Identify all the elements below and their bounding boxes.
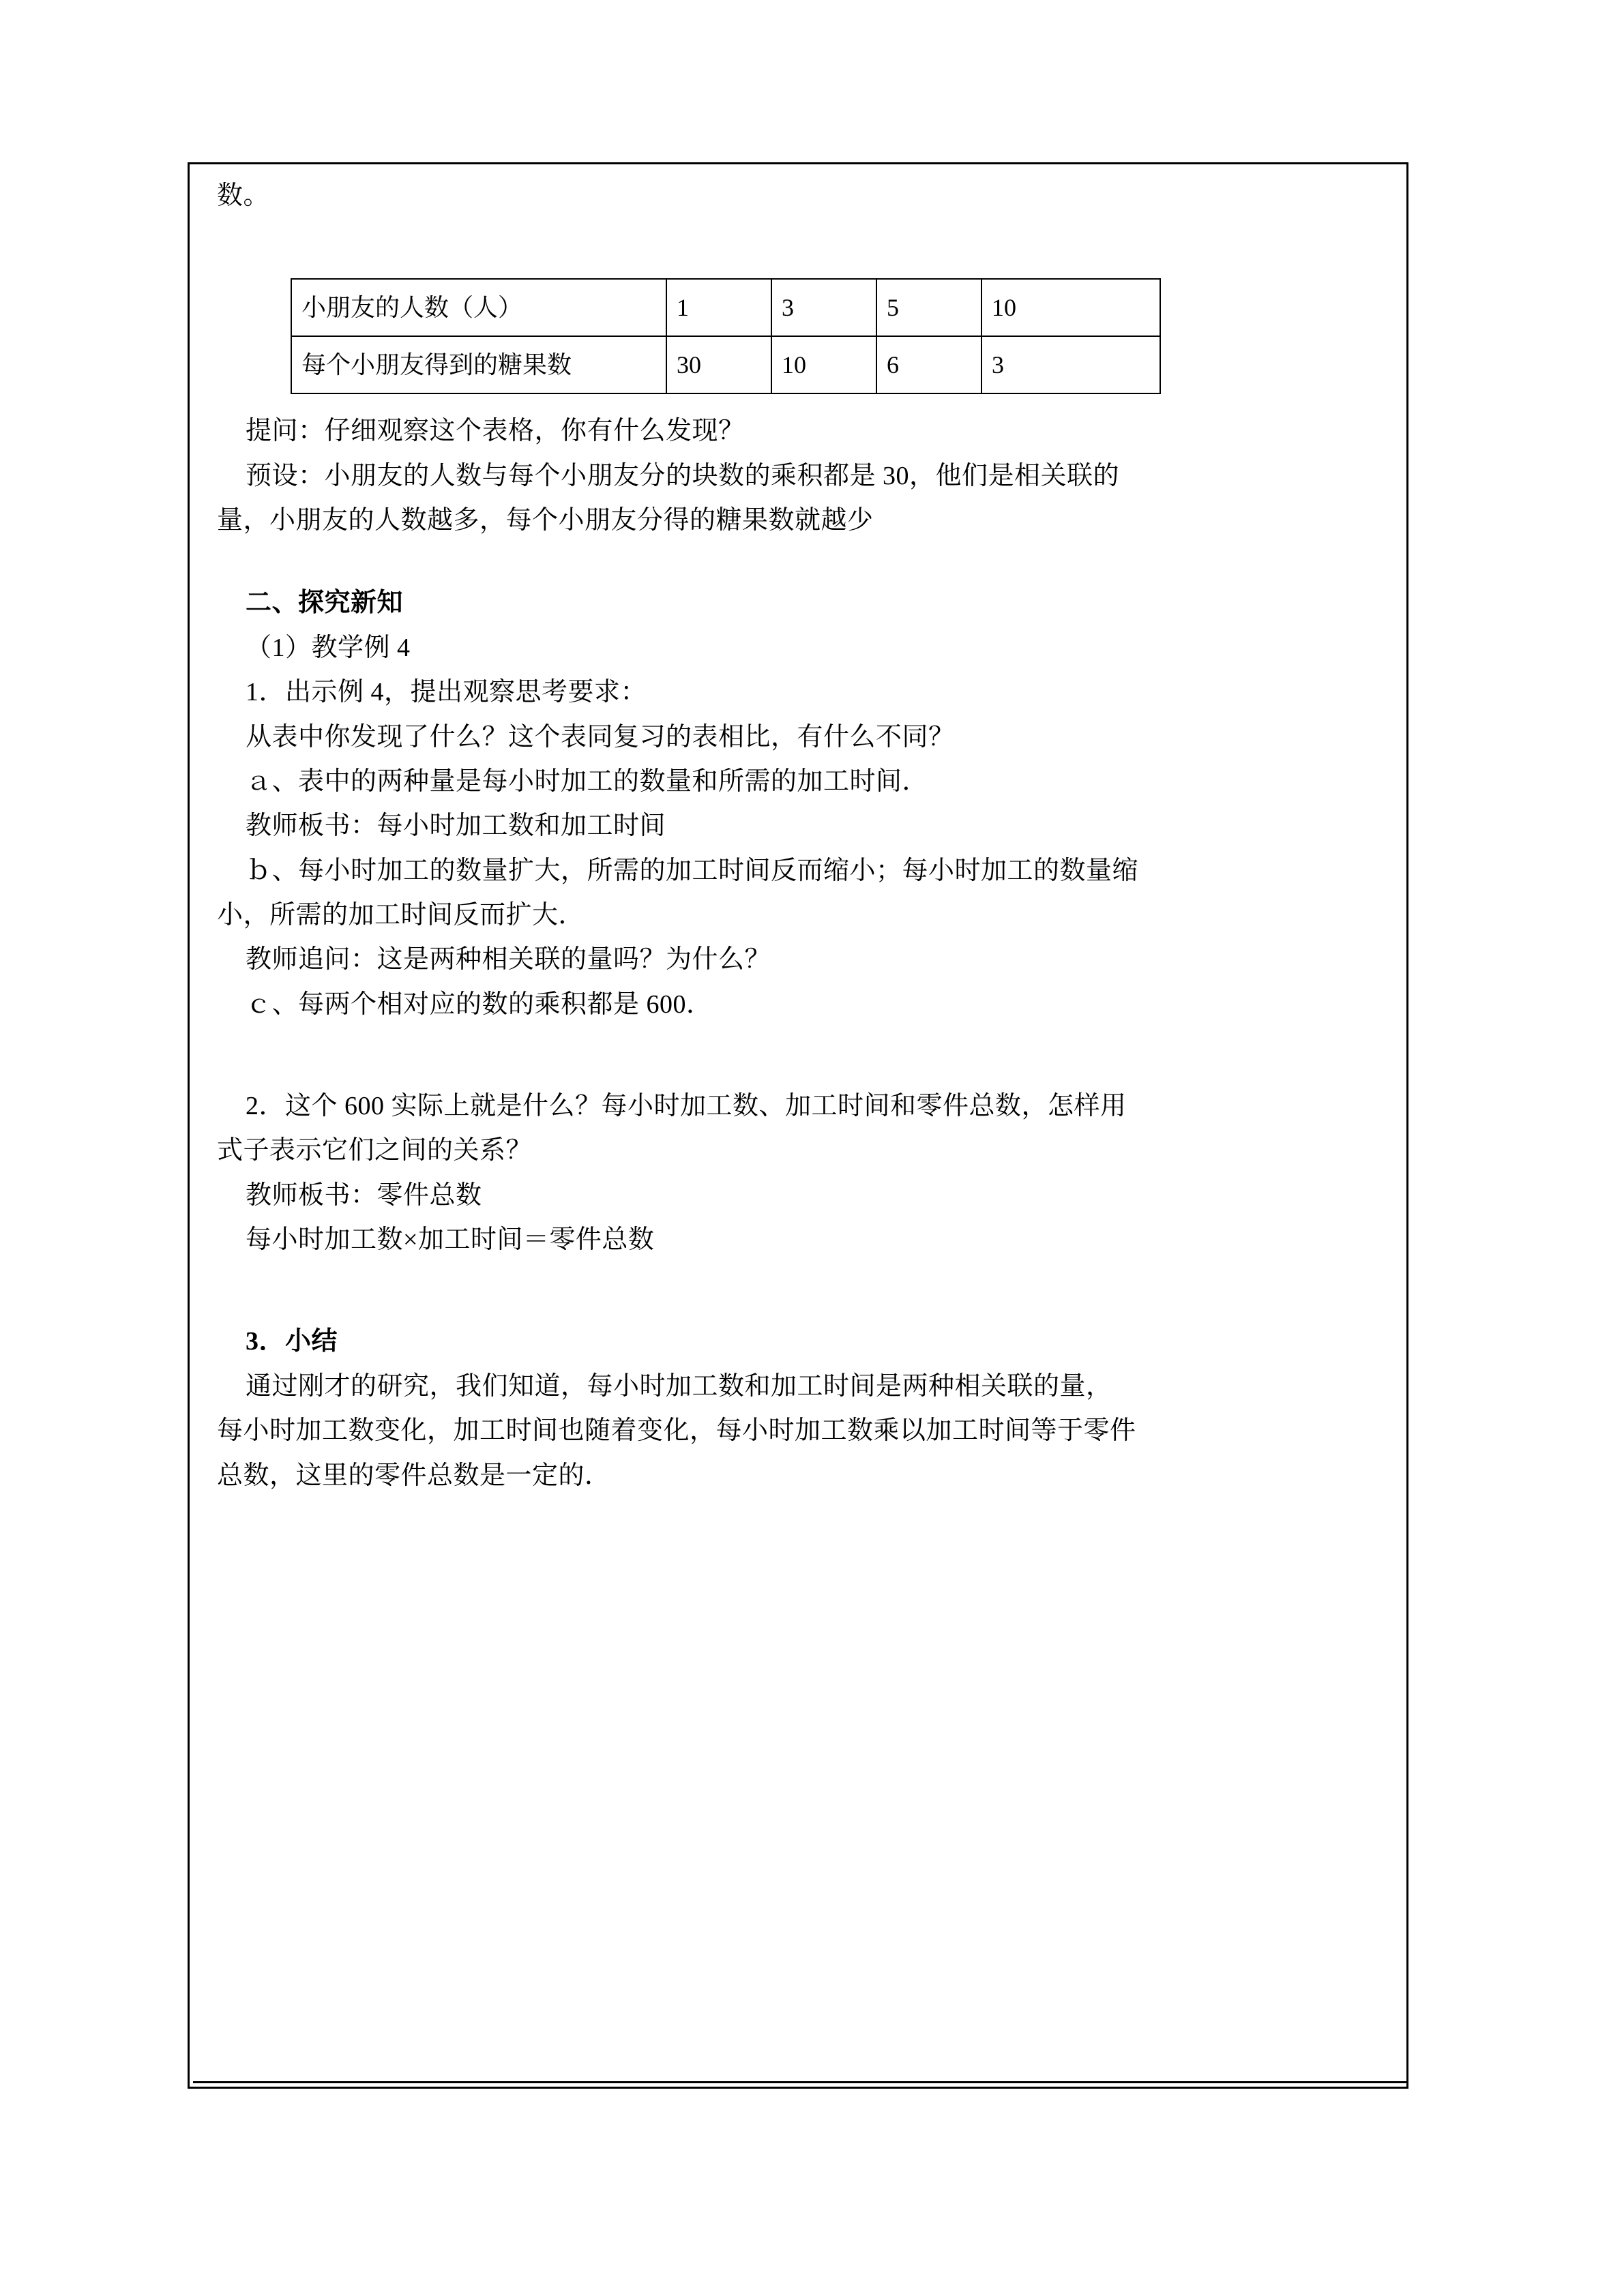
- paragraph-step-1: 1．出示例 4，提出观察思考要求：: [246, 678, 647, 707]
- table-row-label: 小朋友的人数（人）: [291, 279, 666, 336]
- table-cell: 10: [981, 279, 1160, 336]
- paragraph-step-2-2: 式子表示它们之间的关系？: [217, 1136, 533, 1165]
- heading-section-2: 二、探究新知: [246, 588, 404, 618]
- table-cell: 5: [876, 279, 981, 336]
- heading-step-3: 3．小结: [246, 1327, 338, 1356]
- paragraph-item-b-1: ｂ、每小时加工的数量扩大，所需的加工时间反而缩小；每小时加工的数量缩: [246, 856, 1139, 885]
- paragraph-board-2: 教师板书：零件总数: [246, 1180, 482, 1210]
- table-row: [291, 336, 1160, 393]
- paragraph-step-2-1: 2．这个 600 实际上就是什么？每小时加工数、加工时间和零件总数，怎样用: [246, 1092, 1127, 1121]
- paragraph-item-b-2: 小，所需的加工时间反而扩大．: [217, 900, 585, 929]
- table-cell: 3: [771, 279, 876, 336]
- paragraph-summary-2: 每小时加工数变化，加工时间也随着变化，每小时加工数乘以加工时间等于零件: [217, 1416, 1136, 1446]
- paragraph-question: 提问：仔细观察这个表格，你有什么发现？: [246, 417, 745, 446]
- paragraph-expect-1: 预设：小朋友的人数与每个小朋友分的块数的乘积都是 30，他们是相关联的: [246, 461, 1120, 490]
- paragraph-item-c: ｃ、每两个相对应的数的乘积都是 600．: [246, 989, 713, 1019]
- table-cell: 3: [981, 336, 1160, 393]
- spacer: [217, 543, 1383, 581]
- paragraph-sub-1: （1）教学例 4: [246, 633, 411, 662]
- table-cell: 10: [771, 336, 876, 393]
- table-row: [291, 279, 1160, 336]
- paragraph-step-1-q: 从表中你发现了什么？这个表同复习的表相比，有什么不同？: [246, 722, 955, 751]
- table-row-label: 每个小朋友得到的糖果数: [291, 336, 666, 393]
- paragraph-line-1: 数。: [217, 181, 270, 210]
- table-cell: 30: [666, 336, 771, 393]
- paragraph-summary-3: 总数，这里的零件总数是一定的．: [217, 1461, 611, 1490]
- table-cell: 1: [666, 279, 771, 336]
- candy-table: [291, 278, 1161, 394]
- paragraph-expect-2: 量，小朋友的人数越多，每个小朋友分得的糖果数就越少: [217, 506, 874, 535]
- paragraph-formula: 每小时加工数×加工时间＝零件总数: [246, 1225, 655, 1255]
- paragraph-item-a: ａ、表中的两种量是每小时加工的数量和所需的加工时间．: [246, 766, 929, 796]
- paragraph-board-1: 教师板书：每小时加工数和加工时间: [246, 811, 666, 841]
- spacer: [217, 1262, 1383, 1320]
- paragraph-followup: 教师追问：这是两种相关联的量吗？为什么？: [246, 945, 771, 974]
- paragraph-summary-1: 通过刚才的研究，我们知道，每小时加工数和加工时间是两种相关联的量，: [246, 1371, 1112, 1401]
- document-content: [217, 174, 1383, 2076]
- candy-table-wrapper: [291, 278, 1383, 394]
- table-cell: 6: [876, 336, 981, 393]
- spacer: [217, 1027, 1383, 1084]
